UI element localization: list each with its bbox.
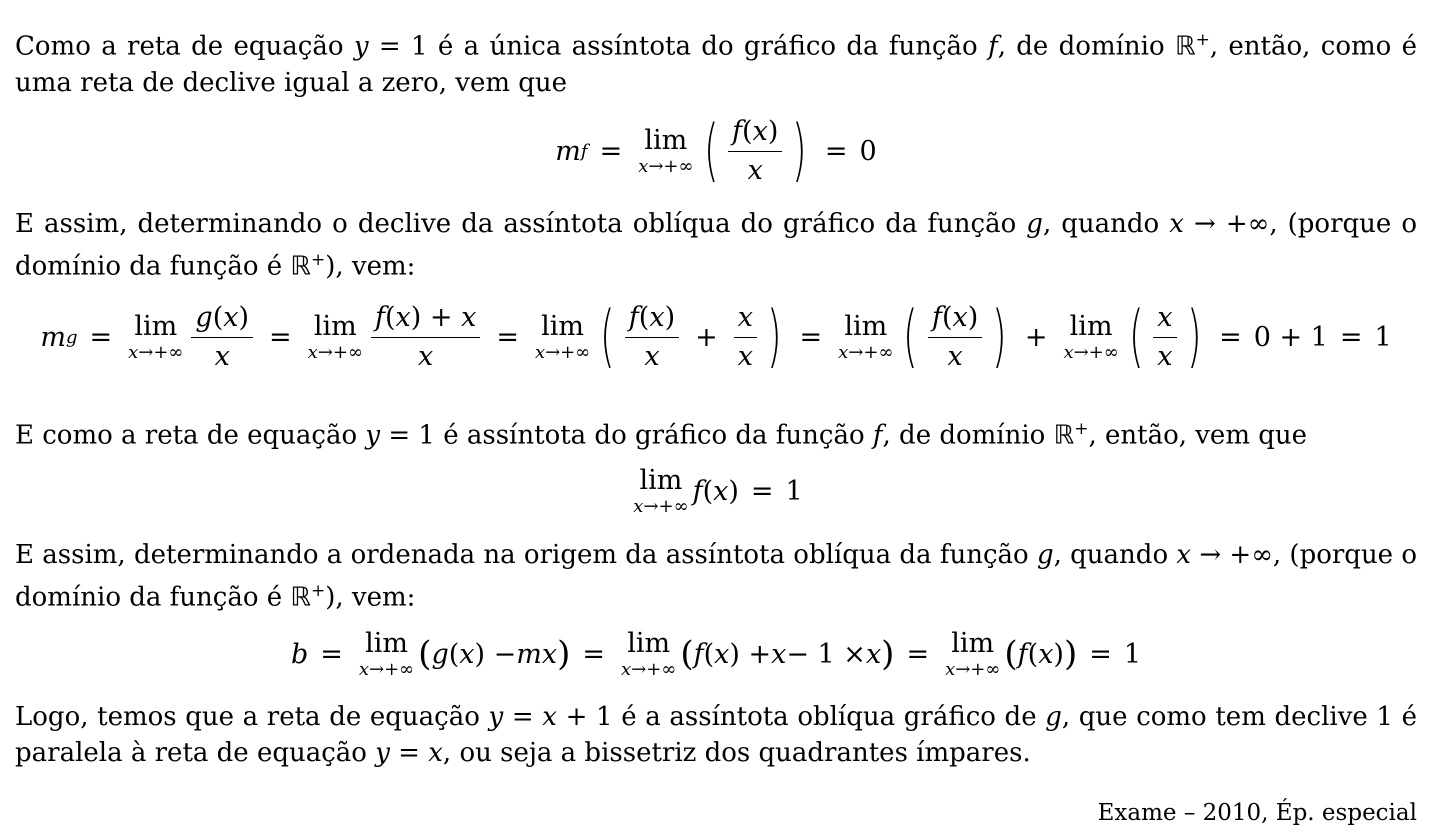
text: é assíntota do gráfico da função (443, 420, 873, 451)
paragraph-5: Logo, temos que a reta de equação y = x + 1 é a assíntota oblíqua gráfico de g, que como tem declive 1 é paralela à reta de equação y = x, ou seja a bissetriz dos quadrantes ímpares. (15, 702, 1417, 768)
exam-source: Exame – 2010, Ép. especial (1097, 800, 1417, 826)
text: é a única assíntota do gráfico da função (437, 31, 989, 62)
text: , quando (1042, 209, 1170, 239)
text: Como a reta de equação (15, 31, 354, 62)
text: , (porque o domínio da função é (15, 540, 1418, 613)
text: ), vem: (325, 582, 416, 613)
paragraph-2: E assim, determinando o declive da assíntota oblíqua do gráfico da função g, quando x → +∞, (porque o domínio da função é ℝ+), vem: (15, 209, 1417, 282)
text: , ou seja a bissetriz dos quadrantes ímpares. (442, 738, 1031, 768)
text: ), vem: (325, 251, 416, 282)
text: Logo, temos que a reta de equação (15, 702, 489, 732)
text: E assim, determinando a ordenada na origem da assíntota oblíqua da função (15, 540, 1037, 570)
text: , de domínio (882, 420, 1054, 451)
text: é a assíntota oblíqua gráfico de (621, 702, 1046, 732)
equation-intercept: b = lim x→+∞ ( g ( x ) − mx ) = lim x→+∞ ( f ( x ) + x − 1 × x ) = lim x→+∞ ( f ( x ) ) = 1 (290, 627, 1142, 680)
paragraph-1: Como a reta de equação y = 1 é a única assíntota do gráfico da função f, de domínio ℝ+, então, como é uma reta de declive igual a zero, vem que (15, 30, 1418, 98)
text: , de domínio (997, 31, 1175, 62)
text: E como a reta de equação (15, 420, 366, 451)
equation-slope-g: m g = lim x→+∞ $\frac{g(x)}{x}$ = lim x→+∞ $\frac{f(x) + x}{x}$ = lim x→+∞ ( $\frac{f(x)}{x}$ + $\frac{x}{x}$ ) = lim x→+∞ ( $\frac{f(x)}{x}$ ) + lim x→+∞ ( $\frac{x}{x}$ ) = 0 + 1 = 1 (40, 297, 1392, 376)
text: , então, como é uma reta de declive igual a zero, vem que (15, 31, 1418, 98)
text: , (porque o domínio da função é (15, 209, 1417, 282)
equation-limit-f: lim x→+∞ f ( x ) = 1 (633, 464, 803, 517)
paragraph-3: E como a reta de equação y = 1 é assíntota do gráfico da função f, de domínio ℝ+, então, vem que (15, 419, 1308, 451)
equation-slope-f: m f = lim x→+∞ ( $\frac{f(x)}{x}$ ) = 0 (555, 111, 877, 190)
paragraph-4: E assim, determinando a ordenada na origem da assíntota oblíqua da função g, quando x → +∞, (porque o domínio da função é ℝ+), vem: (15, 540, 1418, 613)
text: E assim, determinando o declive da assíntota oblíqua do gráfico da função (15, 209, 1027, 239)
text: , que como tem declive 1 é paralela à reta de equação (15, 702, 1417, 768)
text: , então, vem que (1088, 420, 1308, 451)
text: , quando (1053, 540, 1177, 570)
